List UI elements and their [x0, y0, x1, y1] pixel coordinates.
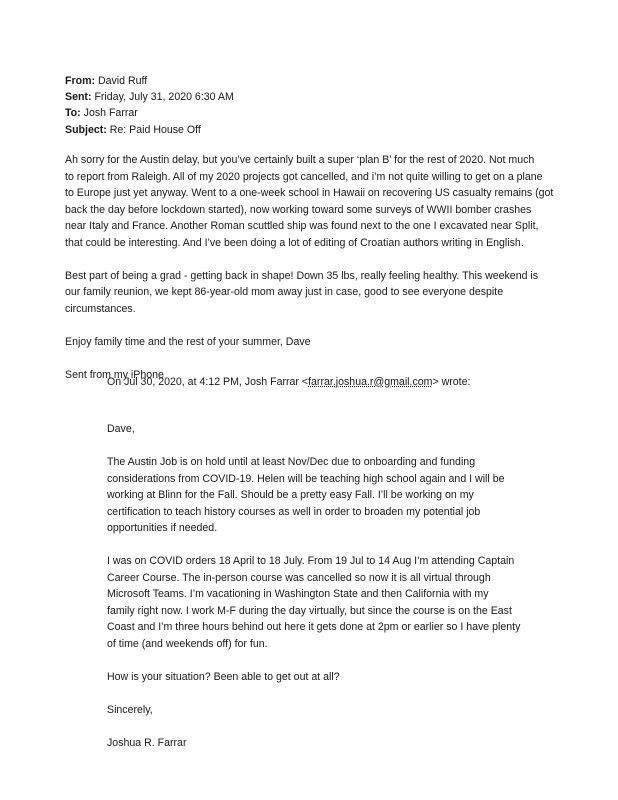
to-label: To: [65, 107, 81, 120]
text-line: Ah sorry for the Austin delay, but you’ve certainly built a super ‘plan B’ for the rest of 2020. Not much [65, 154, 535, 166]
text-line: working at Blinn for the Fall. Should be a pretty easy Fall. I’ll be working on my [107, 489, 474, 501]
subject-row [65, 122, 234, 138]
quote-signature [107, 735, 607, 752]
text-line: back the day before lockdown started), now working toward some surveys of WWII bomber crashes [65, 203, 532, 216]
from-label: From: [65, 75, 96, 87]
quoted-message [107, 374, 607, 768]
reply-paragraph [65, 152, 605, 251]
from-value: David Ruff [97, 75, 148, 87]
text-line: considerations from COVID-19. Helen will be teaching high school again and I will be [107, 472, 505, 485]
quote-closing [107, 702, 607, 719]
text-line: family right now. I work M-F during the day virtually, but since the course is on the East [107, 604, 512, 617]
to-row [65, 105, 234, 121]
sent-row [65, 89, 234, 105]
text-line: Microsoft Teams. I’m vacationing in Washington State and then California with my [107, 588, 489, 600]
reply-signoff [65, 334, 605, 351]
text-line: Sent from my iPhone [65, 368, 164, 381]
from-row [65, 73, 234, 89]
reply-paragraph [65, 268, 605, 318]
email-header [65, 73, 234, 138]
text-line: Career Course. The in-person course was cancelled so now it is all virtual through [107, 571, 491, 584]
quote-question [107, 669, 607, 686]
text-line: of time (and weekends off) for fun. [107, 637, 268, 650]
text-line: The Austin Job is on hold until at least Nov/Dec due to onboarding and funding [107, 456, 476, 468]
text-line: circumstances. [65, 302, 136, 315]
reply-body [65, 152, 605, 400]
sent-label: Sent: [65, 91, 92, 104]
attribution-prefix: On Jul 30, 2020, at 4:12 PM, Josh Farrar < [107, 376, 309, 388]
text-line: our family reunion, we kept 86-year-old mom away just in case, good to see everyone despite [65, 286, 504, 298]
quote-greeting: Dave, [107, 423, 135, 435]
text-line: Enjoy family time and the rest of your summer, Dave [65, 335, 311, 348]
text-line: certification to teach history courses as well in order to broaden my potential job [107, 505, 481, 518]
subject-value: Re: Paid House Off [109, 123, 201, 136]
quote-attribution [107, 374, 607, 391]
sender-email-link[interactable]: farrar.joshua.r@gmail.com [308, 376, 433, 388]
text-line: near Italy and France. Another Roman scuttled ship was found next to the one I excavated near Split, [65, 220, 539, 232]
quote-paragraph [107, 553, 607, 652]
text-line: that could be interesting. And I’ve been doing a lot of editing of Croatian authors writing in English. [65, 236, 524, 249]
subject-label: Subject: [65, 123, 107, 136]
to-value: Josh Farrar [83, 107, 138, 120]
text-line: Joshua R. Farrar [107, 736, 187, 749]
text-line: I was on COVID orders 18 April to 18 July. From 19 Jul to 14 Aug I’m attending Captain [107, 555, 515, 567]
quote-paragraph [107, 454, 607, 537]
sent-value: Friday, July 31, 2020 6:30 AM [94, 91, 234, 104]
text-line: Coast and I’m three hours behind out here it gets done at 2pm or earlier so I have plenty [107, 621, 521, 633]
text-line: to report from Raleigh. All of my 2020 projects got cancelled, and i’m not quite willing to get on a plane [65, 170, 543, 183]
text-line: How is your situation? Been able to get out at all? [107, 670, 340, 683]
text-line: to Europe just yet anyway. Went to a one-week school in Hawaii on recovering US casualty remains (got [65, 187, 554, 199]
text-line: Sincerely, [107, 703, 153, 716]
attribution-suffix: > wrote: [432, 376, 471, 388]
text-line: opportunities if needed. [107, 522, 218, 534]
text-line: Best part of being a grad - getting back in shape! Down 35 lbs, really feeling healthy. This weekend is [65, 269, 539, 282]
